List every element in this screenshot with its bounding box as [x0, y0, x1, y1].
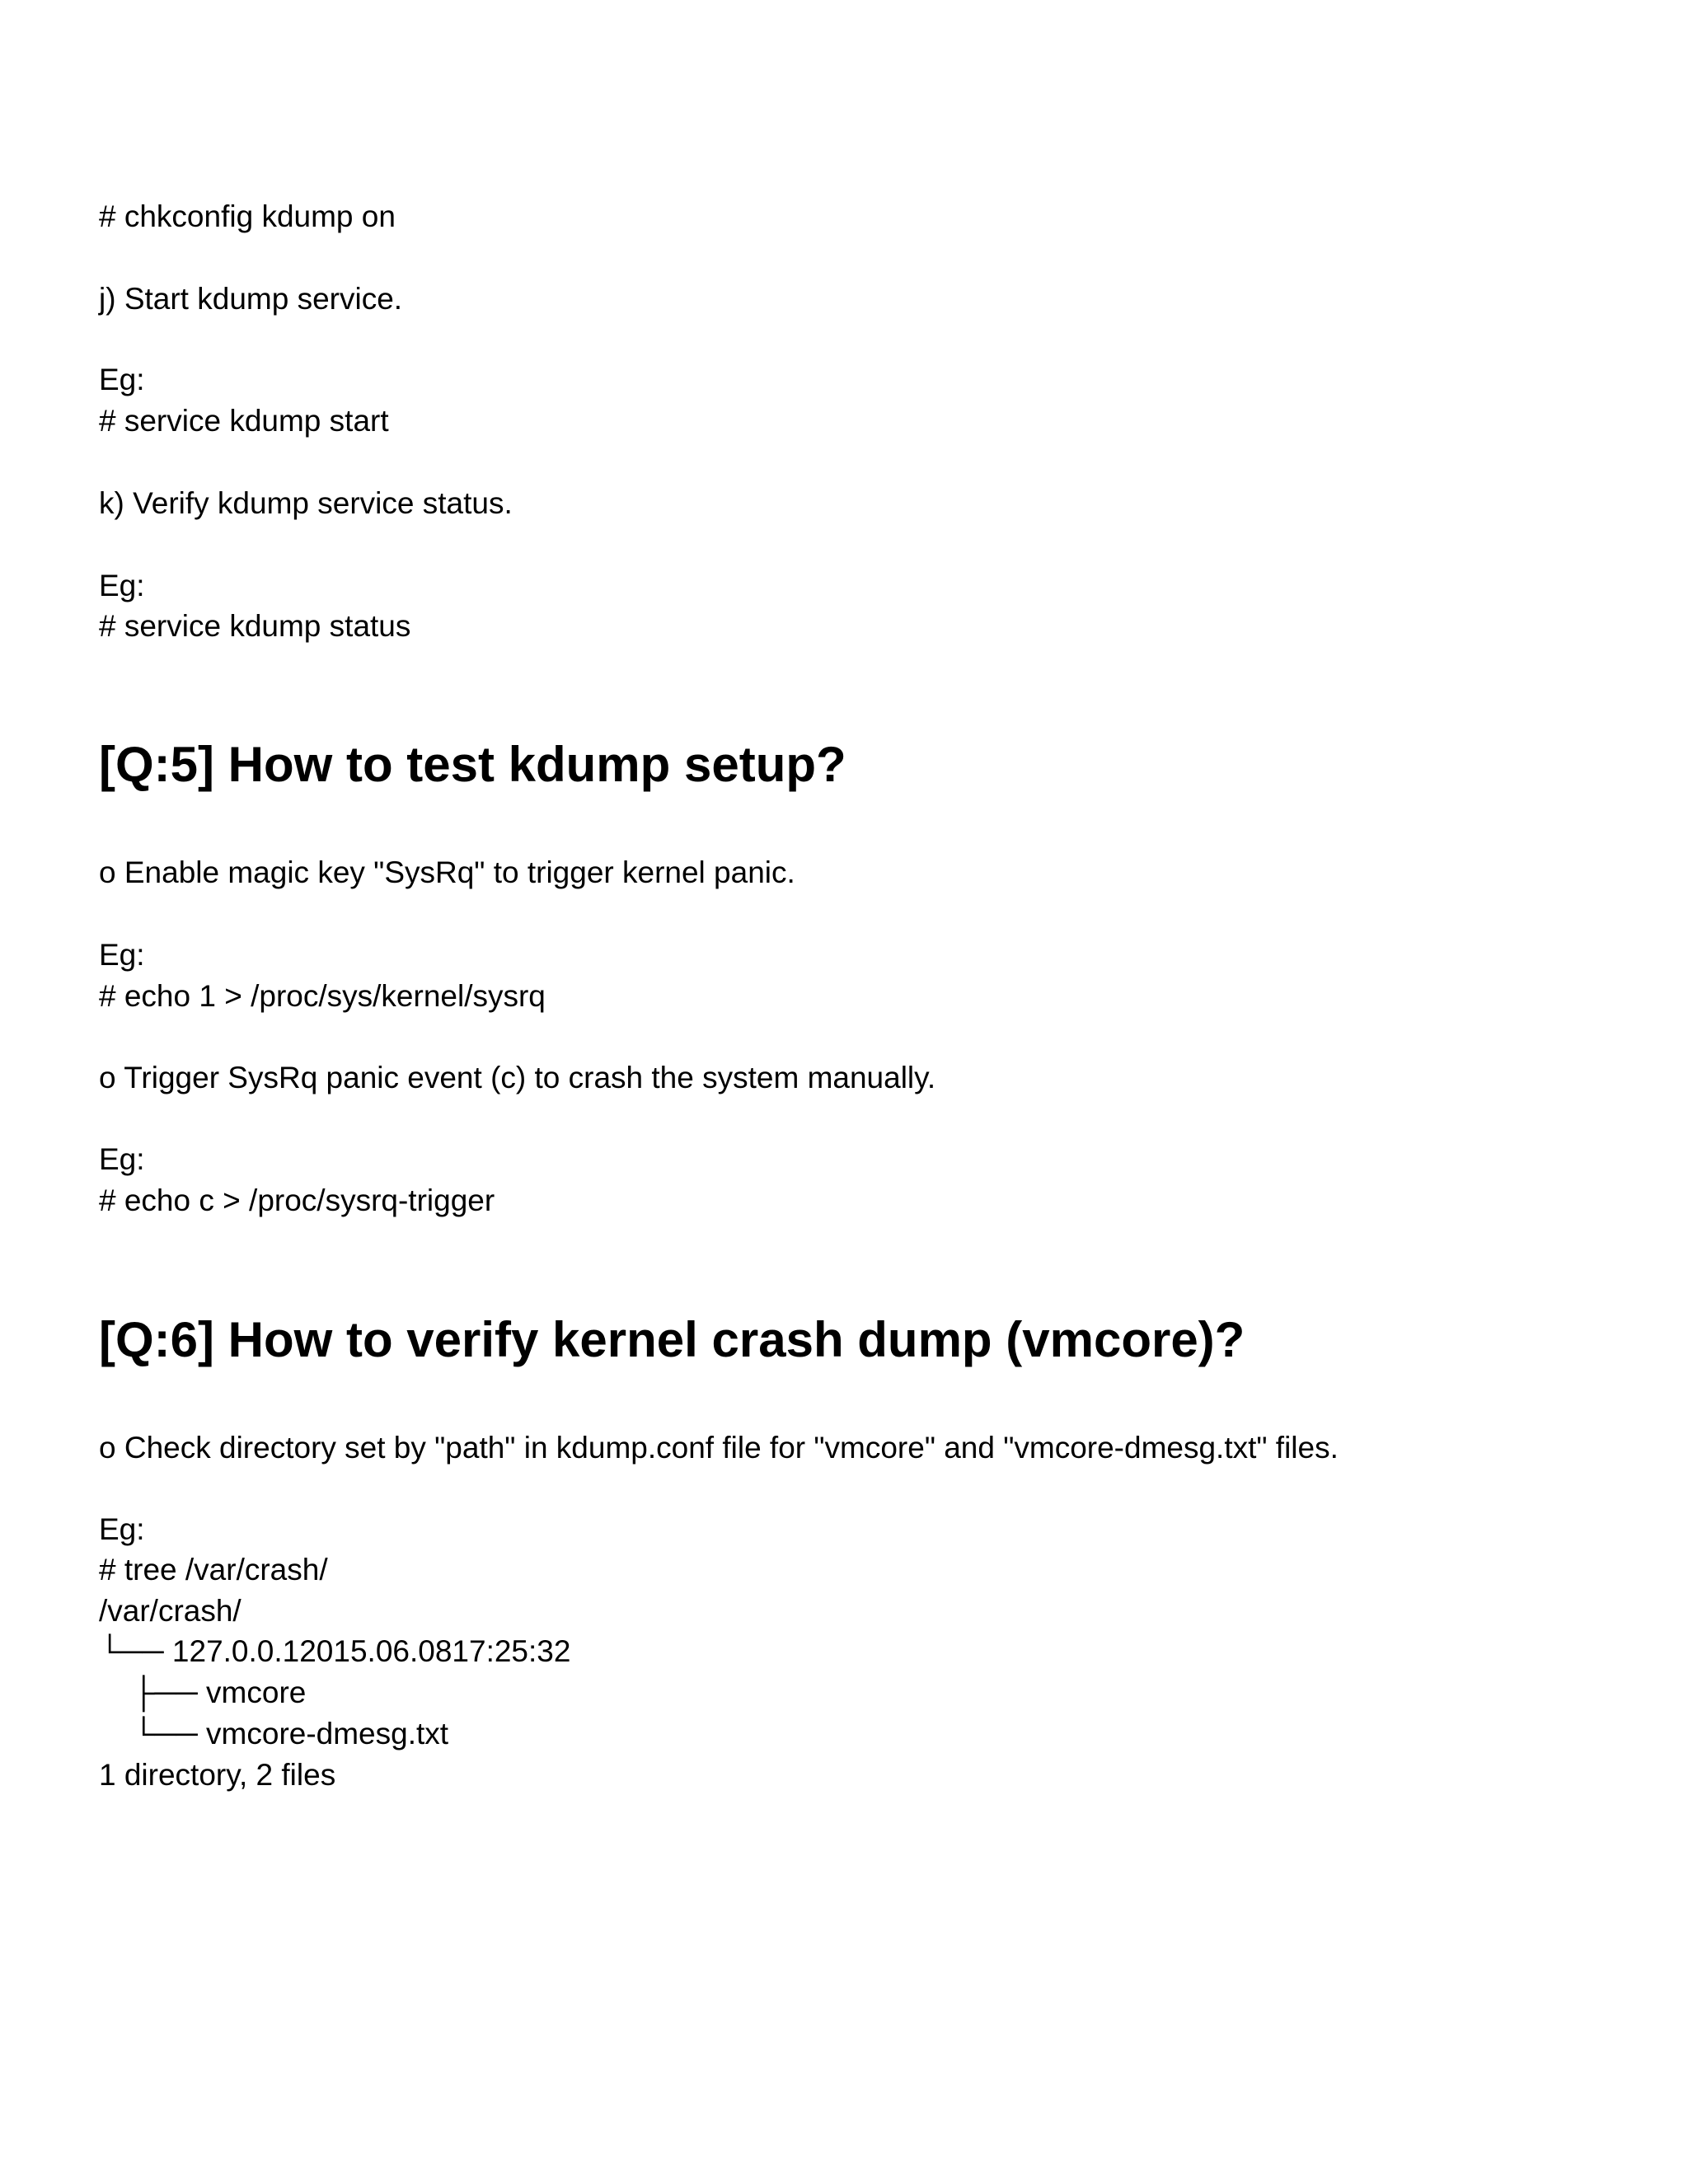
tree-directory-line: └── 127.0.0.12015.06.0817:25:32	[99, 1634, 571, 1668]
q5-eg-label-2: Eg:	[99, 1142, 145, 1176]
command-tree-var-crash: # tree /var/crash/	[99, 1553, 328, 1586]
q5-eg-label-1: Eg:	[99, 938, 145, 972]
section-q6-heading: [Q:6] How to verify kernel crash dump (vmcore)?	[99, 1312, 1245, 1367]
command-service-kdump-status: # service kdump status	[99, 609, 411, 643]
q5-bullet-enable-sysrq: o Enable magic key "SysRq" to trigger kernel panic.	[99, 855, 795, 889]
step-k-eg-label: Eg:	[99, 569, 145, 602]
q6-bullet-check-directory: o Check directory set by "path" in kdump.conf file for "vmcore" and "vmcore-dmesg.txt" files.	[99, 1431, 1339, 1465]
command-echo-sysrq: # echo 1 > /proc/sys/kernel/sysrq	[99, 979, 546, 1013]
q5-bullet-trigger-panic: o Trigger SysRq panic event (c) to crash the system manually.	[99, 1061, 936, 1094]
step-j-eg-label: Eg:	[99, 363, 145, 396]
command-echo-sysrq-trigger: # echo c > /proc/sysrq-trigger	[99, 1183, 495, 1217]
step-k-text: k) Verify kdump service status.	[99, 486, 513, 520]
tree-root-line: /var/crash/	[99, 1594, 241, 1628]
command-chkconfig-kdump: # chkconfig kdump on	[99, 199, 396, 233]
document-page	[99, 0, 1615, 2184]
tree-summary: 1 directory, 2 files	[99, 1758, 336, 1792]
command-service-kdump-start: # service kdump start	[99, 404, 389, 438]
q6-eg-label: Eg:	[99, 1512, 145, 1546]
step-j-text: j) Start kdump service.	[99, 282, 403, 316]
section-q5-heading: [Q:5] How to test kdump setup?	[99, 737, 846, 792]
tree-file-vmcore-dmesg: └── vmcore-dmesg.txt	[99, 1717, 449, 1750]
tree-file-vmcore: ├── vmcore	[99, 1675, 307, 1709]
